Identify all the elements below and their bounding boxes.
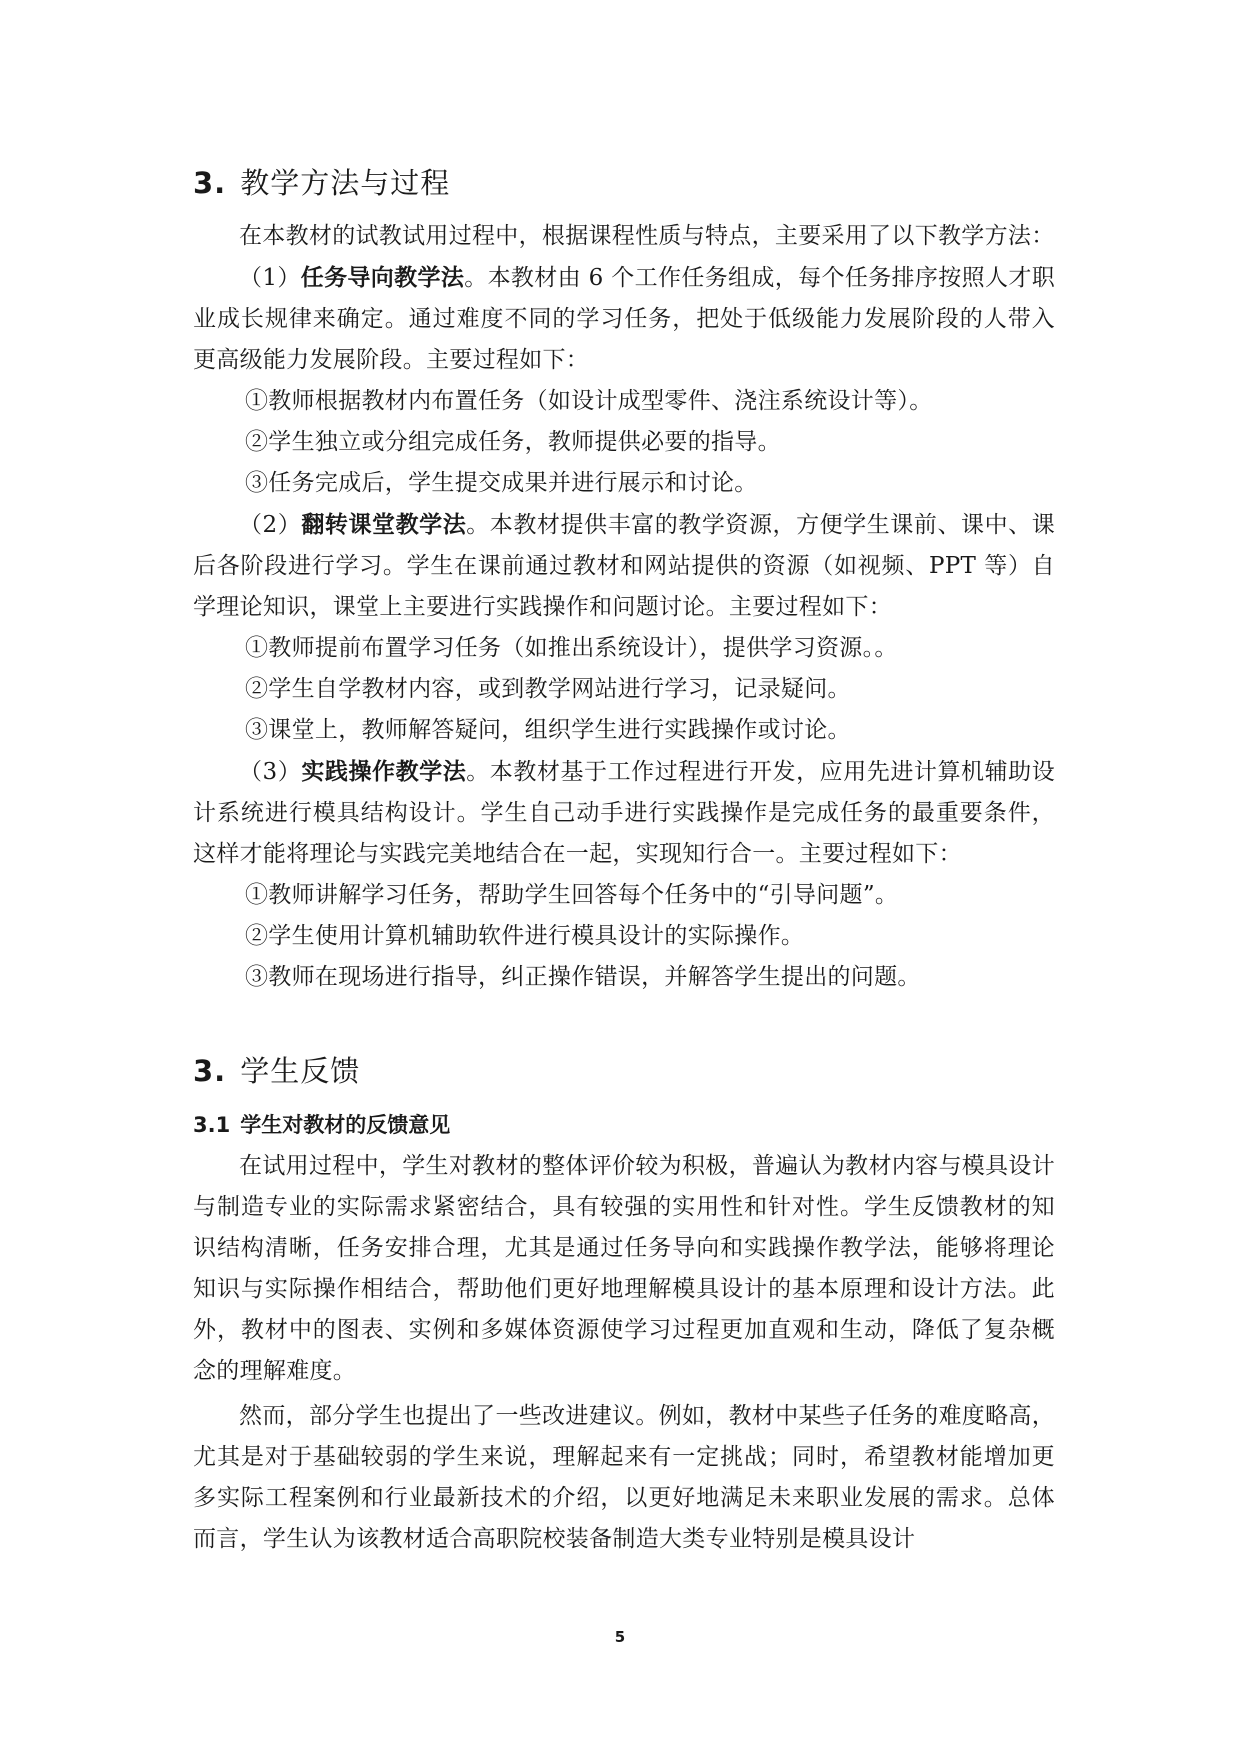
intro-paragraph: 在本教材的试教试用过程中，根据课程性质与特点，主要采用了以下教学方法： [239,223,1055,249]
section-heading-student-feedback [193,1038,1055,1104]
page-body [193,150,1055,1560]
method-prefix: （3） [239,759,302,785]
method-step: ①教师根据教材内布置任务（如设计成型零件、浇注系统设计等）。 [245,388,933,414]
method-name: 实践操作教学法 [301,758,467,785]
feedback-paragraph: 然而，部分学生也提出了一些改进建议。例如，教材中某些子任务的难度略高，尤其是对于基础较弱的学生来说，理解起来有一定挑战；同时，希望教材能增加更多实际工程案例和行业最新技术的介绍，以更好地满足未来职业发展的需求。总体而言，学生认为该教材适合高职院校装备制造大类专业特别是模具设计 [193,1403,1055,1552]
section-number: 3. [193,1054,227,1088]
method-paragraph-2 [193,504,1055,628]
method-step: ③任务完成后，学生提交成果并进行展示和讨论。 [245,470,758,496]
method-step: ①教师讲解学习任务，帮助学生回答每个任务中的“引导问题”。 [245,882,899,908]
method-text: 。本教材基于工作过程进行开发，应用先进计算机辅助设计系统进行模具结构设计。学生自己动手进行实践操作是完成任务的最重要条件，这样才能将理论与实践完美地结合在一起，实现知行合一。主要过程如下： [193,759,1055,867]
section-title: 学生反馈 [240,1054,361,1088]
method-text: 。本教材由 6 个工作任务组成，每个任务排序按照人才职业成长规律来确定。通过难度不同的学习任务，把处于低级能力发展阶段的人带入更高级能力发展阶段。主要过程如下： [193,265,1055,373]
section-heading-teaching-methods [193,150,1055,216]
method-step: ②学生使用计算机辅助软件进行模具设计的实际操作。 [245,923,805,949]
method-name: 任务导向教学法 [300,264,465,291]
method-step: ②学生独立或分组完成任务，教师提供必要的指导。 [245,429,781,455]
method-step: ③课堂上，教师解答疑问，组织学生进行实践操作或讨论。 [245,717,851,743]
method-prefix: （1） [239,265,301,291]
subsection-number: 3.1 [193,1113,231,1137]
subsection-heading [193,1104,1055,1146]
page-number: 5 [614,1628,626,1646]
section-number: 3. [193,166,227,200]
section-spacer [193,998,1055,1038]
method-paragraph-1 [193,257,1055,381]
method-text: 。本教材提供丰富的教学资源，方便学生课前、课中、课后各阶段进行学习。学生在课前通过教材和网站提供的资源（如视频、PPT 等）自学理论知识，课堂上主要进行实践操作和问题讨论。主要过程如下： [193,512,1055,620]
method-step: ③教师在现场进行指导，纠正操作错误，并解答学生提出的问题。 [245,964,921,990]
feedback-paragraph: 在试用过程中，学生对教材的整体评价较为积极，普遍认为教材内容与模具设计与制造专业的实际需求紧密结合，具有较强的实用性和针对性。学生反馈教材的知识结构清晰，任务安排合理，尤其是通过任务导向和实践操作教学法，能够将理论知识与实际操作相结合，帮助他们更好地理解模具设计的基本原理和设计方法。此外，教材中的图表、实例和多媒体资源使学习过程更加直观和生动，降低了复杂概念的理解难度。 [193,1153,1055,1384]
subsection-title: 学生对教材的反馈意见 [240,1113,451,1137]
section-title: 教学方法与过程 [240,166,451,200]
method-name: 翻转课堂教学法 [301,511,467,538]
method-paragraph-3 [193,751,1055,875]
method-step: ①教师提前布置学习任务（如推出系统设计），提供学习资源。。 [245,635,898,661]
method-step: ②学生自学教材内容，或到教学网站进行学习，记录疑问。 [245,676,851,702]
method-prefix: （2） [239,512,302,538]
